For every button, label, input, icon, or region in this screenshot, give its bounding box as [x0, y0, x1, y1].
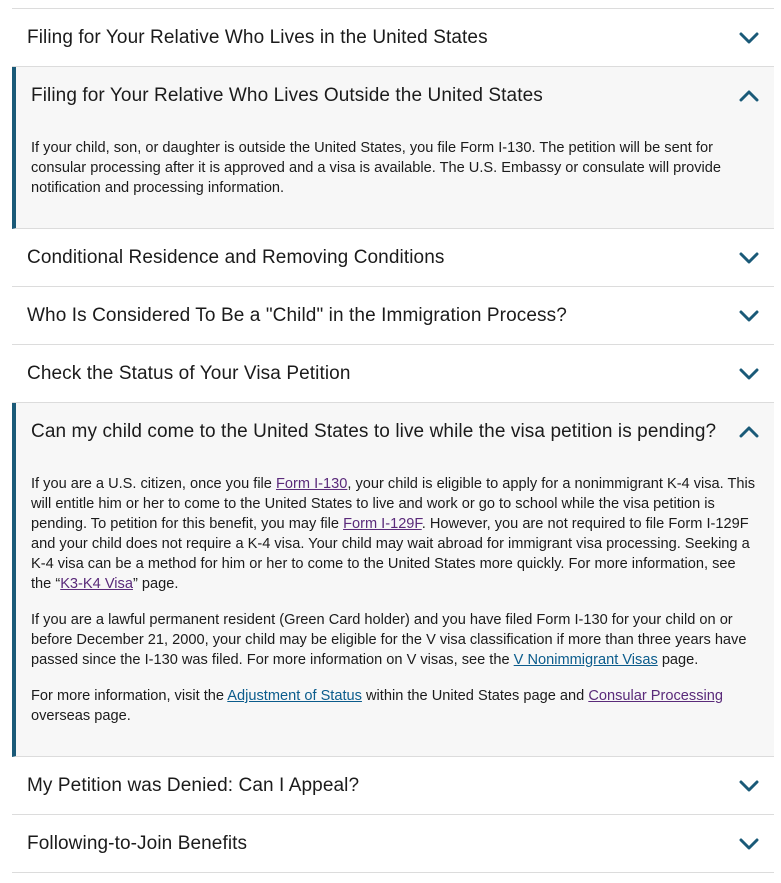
accordion-item-relative-outside-us — [12, 67, 774, 229]
v-nonimmigrant-visas-link[interactable]: V Nonimmigrant Visas — [513, 652, 658, 668]
form-i-129f-link[interactable]: Form I-129F — [343, 516, 422, 532]
chevron-down-icon[interactable] — [738, 775, 760, 797]
chevron-down-icon[interactable] — [738, 247, 760, 269]
chevron-up-icon[interactable] — [738, 421, 760, 443]
accordion-header-petition-denied[interactable] — [12, 757, 774, 814]
paragraph-text: If you are a lawful permanent resident (Green Card holder) and you have filed Form I-130 for your child on or before December 21, 2000, your child may be eligible for the V visa classification if more than three years have passed since the I-130 was filed. For more information on V visas, see the — [31, 612, 747, 668]
accordion-header-conditional-residence[interactable] — [12, 229, 774, 286]
accordion-item-conditional-residence — [12, 229, 774, 287]
chevron-down-icon[interactable] — [738, 363, 760, 385]
accordion-header-check-status[interactable] — [12, 345, 774, 402]
body-paragraph: If your child, son, or daughter is outside the United States, you file Form I-130. The petition will be sent for consular processing after it is approved and a visa is available. The U.S. Embassy or consulate will provide notification and processing information. — [31, 140, 722, 196]
body-paragraph — [31, 610, 758, 670]
paragraph-text: ” page. — [132, 576, 179, 592]
accordion-title: Filing for Your Relative Who Lives in the United States — [27, 26, 488, 48]
accordion-title: Following-to-Join Benefits — [27, 832, 248, 854]
accordion-header-relative-outside-us[interactable] — [16, 67, 774, 124]
paragraph-text: page. — [657, 652, 699, 668]
accordion-title: Conditional Residence and Removing Conditions — [27, 246, 445, 268]
chevron-down-icon[interactable] — [738, 27, 760, 49]
adjustment-of-status-link[interactable]: Adjustment of Status — [227, 688, 362, 704]
accordion-title: Can my child come to the United States to live while the visa petition is pending? — [31, 420, 717, 442]
paragraph-text: . However, you are not required to file Form I-129F and your child does not require a K-4 visa. Your child may wait abroad for immigrant visa processing. Seeking a K-4 visa can be a method for him or her to come to the United States more quickly. For more information, see the “ — [31, 516, 750, 592]
accordion-item-who-is-child — [12, 287, 774, 345]
paragraph-text: within the United States page and — [361, 688, 589, 704]
accordion-body — [16, 460, 774, 756]
body-paragraph — [31, 686, 758, 726]
accordion — [12, 8, 774, 873]
paragraph-text: , your child is eligible to apply for a nonimmigrant K-4 visa. This will entitle him or her to come to the United States to live and work or go to school while the visa petition is pending. To petition for this benefit, you may file — [31, 476, 756, 532]
accordion-item-relative-in-us — [12, 9, 774, 67]
body-paragraph — [31, 474, 758, 594]
chevron-down-icon[interactable] — [738, 305, 760, 327]
paragraph-text: For more information, visit the — [31, 688, 228, 704]
accordion-body — [16, 124, 774, 228]
accordion-item-petition-denied — [12, 757, 774, 815]
accordion-header-who-is-child[interactable] — [12, 287, 774, 344]
form-i-130-link[interactable]: Form I-130 — [275, 476, 348, 492]
accordion-header-relative-in-us[interactable] — [12, 9, 774, 66]
paragraph-text: If you are a U.S. citizen, once you file — [31, 476, 276, 492]
k3-k4-visa-link[interactable]: K3-K4 Visa — [60, 576, 133, 592]
accordion-item-child-come-to-us — [12, 403, 774, 757]
accordion-title: My Petition was Denied: Can I Appeal? — [27, 774, 360, 796]
chevron-down-icon[interactable] — [738, 833, 760, 855]
accordion-item-check-status — [12, 345, 774, 403]
accordion-header-child-come-to-us[interactable] — [16, 403, 774, 460]
accordion-title: Filing for Your Relative Who Lives Outside the United States — [31, 84, 543, 106]
accordion-header-following-to-join[interactable] — [12, 815, 774, 872]
accordion-title: Check the Status of Your Visa Petition — [27, 362, 351, 384]
accordion-item-following-to-join — [12, 815, 774, 873]
chevron-up-icon[interactable] — [738, 85, 760, 107]
paragraph-text: overseas page. — [31, 708, 131, 724]
consular-processing-link[interactable]: Consular Processing — [588, 688, 723, 704]
accordion-title: Who Is Considered To Be a "Child" in the Immigration Process? — [27, 304, 567, 326]
